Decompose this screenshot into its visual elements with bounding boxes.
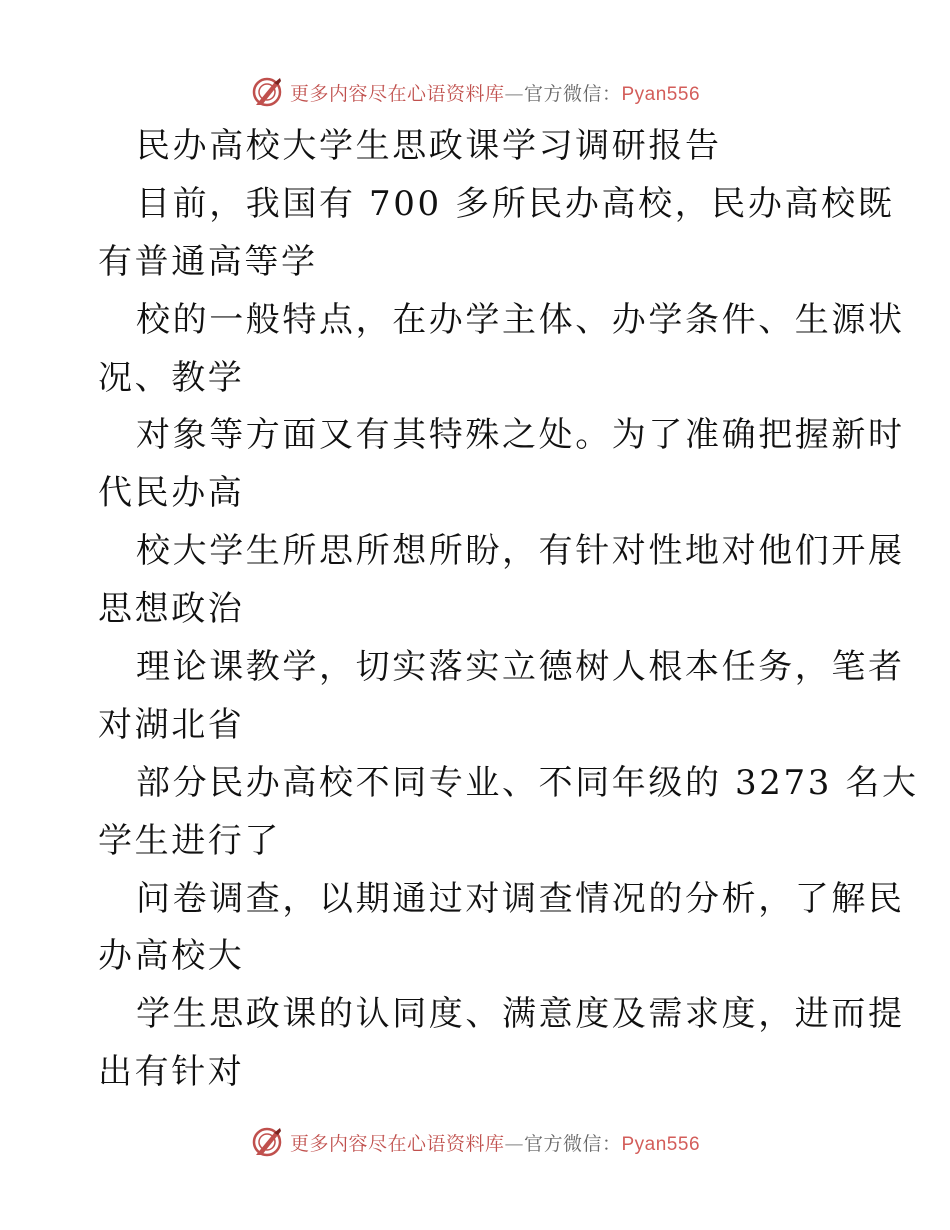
document-title: 民办高校大学生思政课学习调研报告 [136,126,722,166]
document-line: 目前，我国有 700 多所民办高校，民办高校既 [136,183,895,224]
footer-watermark [0,1122,950,1162]
document-line: 办高校大 [98,936,245,977]
document-body [98,118,919,1102]
document-line: 出有针对 [98,1052,245,1093]
document-line: 代民办高 [98,473,245,514]
watermark-dash: — [504,1132,524,1155]
document-line: 对象等方面又有其特殊之处。为了准确把握新时 [136,415,905,456]
header-watermark [0,72,950,112]
document-line: 理论课教学，切实落实立德树人根本任务，笔者 [136,647,905,688]
document-line: 校大学生所思所想所盼，有针对性地对他们开展 [136,531,905,572]
document-line: 校的一般特点，在办学主体、办学条件、生源状 [136,299,905,340]
document-line: 对湖北省 [98,704,245,745]
document-line: 学生思政课的认同度、满意度及需求度，进而提 [136,994,905,1035]
watermark-wechat-id: Pyan556 [621,83,701,105]
quill-pen-logo-icon [250,1125,284,1159]
watermark-wechat-label: 官方微信： [523,1132,622,1155]
document-line: 思想政治 [98,589,245,630]
quill-pen-logo-icon [250,75,284,109]
watermark-dash: — [504,82,524,105]
watermark-wechat-id: Pyan556 [621,1133,701,1155]
watermark-main-text: 更多内容尽在心语资料库 [289,82,505,105]
document-line: 问卷调查，以期通过对调查情况的分析，了解民 [136,878,905,919]
document-line: 学生进行了 [98,820,281,861]
watermark-main-text: 更多内容尽在心语资料库 [289,1132,505,1155]
document-line: 况、教学 [98,357,245,398]
watermark-wechat-label: 官方微信： [523,82,622,105]
document-line: 有普通高等学 [98,241,318,282]
document-line: 部分民办高校不同专业、不同年级的 3273 名大 [136,762,919,803]
